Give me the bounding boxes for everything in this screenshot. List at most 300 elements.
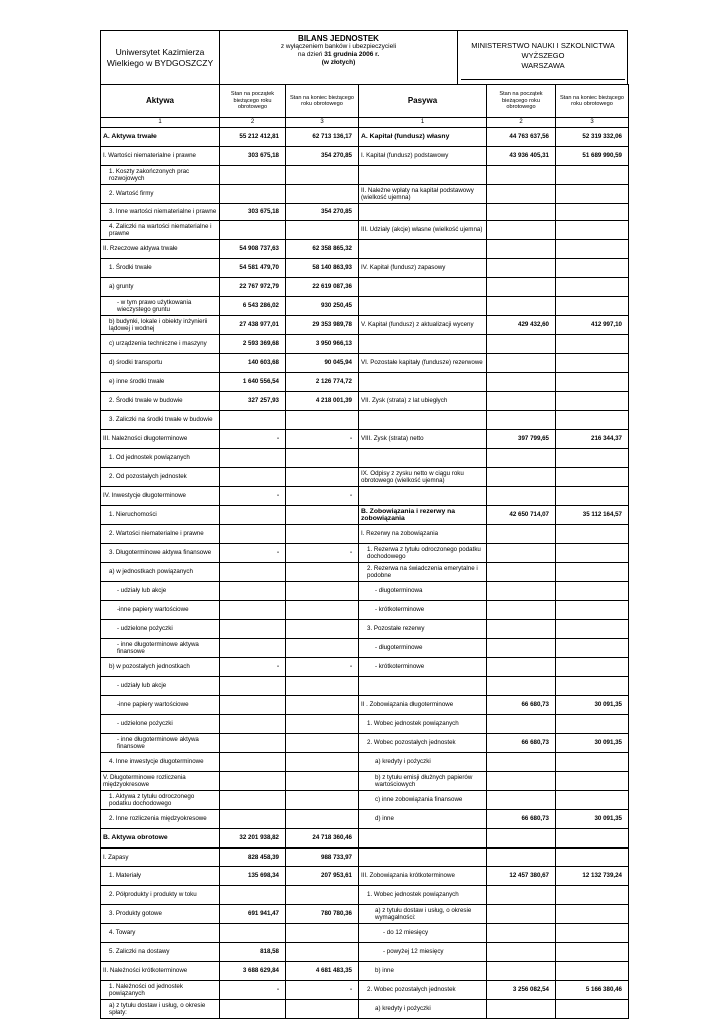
aktywa-end-value [286, 772, 359, 791]
table-row [101, 905, 629, 924]
pasywa-end-value [556, 753, 629, 772]
aktywa-label: 1. Środki trwałe [101, 259, 220, 278]
aktywa-label: IV. Inwestycje długoterminowe [101, 487, 220, 506]
aktywa-end-value: 4 681 483,35 [286, 962, 359, 981]
aktywa-end-value: - [286, 487, 359, 506]
aktywa-start-value: 135 698,34 [220, 867, 286, 886]
pasywa-end-value [556, 658, 629, 677]
aktywa-end-value: 354 270,85 [286, 204, 359, 221]
aktywa-label: a) w jednostkach powiązanych [101, 563, 220, 582]
table-row [101, 943, 629, 962]
pasywa-start-value [487, 601, 556, 620]
aktywa-label: -inne papiery wartościowe [101, 601, 220, 620]
table-row [101, 373, 629, 392]
table-row [101, 297, 629, 316]
column-index: 1 [359, 118, 487, 128]
pasywa-start-value [487, 791, 556, 810]
aktywa-start-value [220, 1000, 286, 1019]
pasywa-start-value [487, 468, 556, 487]
pasywa-label: a) kredyty i pożyczki [359, 1000, 487, 1019]
pasywa-end-value [556, 563, 629, 582]
pasywa-end-value [556, 354, 629, 373]
aktywa-label: 1. Nieruchomości [101, 506, 220, 525]
pasywa-start-value [487, 525, 556, 544]
pasywa-label: I. Rezerwy na zobowiązania [359, 525, 487, 544]
pasywa-end-value [556, 278, 629, 297]
aktywa-label: - udzielone pożyczki [101, 715, 220, 734]
aktywa-end-value [286, 468, 359, 487]
aktywa-start-value: 303 675,18 [220, 204, 286, 221]
aktywa-start-value [220, 411, 286, 430]
date-value: 31 grudnia 2006 r. [324, 51, 380, 58]
ministry-box-divider [461, 79, 625, 80]
pasywa-end-value: 5 166 380,46 [556, 981, 629, 1000]
aktywa-end-value: 62 713 136,17 [286, 128, 359, 147]
column-index: 2 [487, 118, 556, 128]
pasywa-end-value [556, 185, 629, 204]
pasywa-end-value: 52 319 332,06 [556, 128, 629, 147]
column-index-row [101, 118, 629, 128]
aktywa-label: 3. Inne wartości niematerialne i prawne [101, 204, 220, 221]
aktywa-label: 3. Produkty gotowe [101, 905, 220, 924]
pasywa-start-value [487, 848, 556, 867]
aktywa-end-value [286, 677, 359, 696]
aktywa-end-value [286, 886, 359, 905]
aktywa-start-value [220, 886, 286, 905]
aktywa-label: 3. Zaliczki na środki trwałe w budowie [101, 411, 220, 430]
pasywa-label: c) inne zobowiązania finansowe [359, 791, 487, 810]
table-row [101, 487, 629, 506]
table-row [101, 658, 629, 677]
table-row [101, 639, 629, 658]
pasywa-label [359, 487, 487, 506]
pasywa-start-value [487, 204, 556, 221]
aktywa-start-header: Stan na początek bieżącego roku obrotowego [220, 85, 286, 118]
pasywa-end-value [556, 791, 629, 810]
pasywa-label: - do 12 miesięcy [359, 924, 487, 943]
aktywa-start-value: - [220, 487, 286, 506]
aktywa-end-value: 29 353 989,78 [286, 316, 359, 335]
column-index: 3 [556, 118, 629, 128]
pasywa-start-value [487, 1000, 556, 1019]
pasywa-end-value: 12 132 739,24 [556, 867, 629, 886]
pasywa-end-value: 412 997,10 [556, 316, 629, 335]
pasywa-end-value: 30 091,35 [556, 734, 629, 753]
aktywa-end-value [286, 525, 359, 544]
pasywa-label: a) kredyty i pożyczki [359, 753, 487, 772]
pasywa-start-value: 66 680,73 [487, 696, 556, 715]
document-date [298, 51, 379, 59]
aktywa-label: 2. Środki trwałe w budowie [101, 392, 220, 411]
aktywa-label: - w tym prawo użytkowania wieczystego gruntu [101, 297, 220, 316]
aktywa-label: III. Należności długoterminowe [101, 430, 220, 449]
pasywa-end-value [556, 240, 629, 259]
ministry-line-2: WYŻSZEGO [521, 51, 565, 60]
pasywa-label [359, 411, 487, 430]
pasywa-end-value [556, 943, 629, 962]
aktywa-start-value [220, 449, 286, 468]
aktywa-label: 1. Od jednostek powiązanych [101, 449, 220, 468]
aktywa-end-value: 62 358 865,32 [286, 240, 359, 259]
table-row [101, 525, 629, 544]
aktywa-label: a) z tytułu dostaw i usług, o okresie spłaty: [101, 1000, 220, 1019]
pasywa-label: IV. Kapitał (fundusz) zapasowy [359, 259, 487, 278]
aktywa-start-value: 828 458,39 [220, 848, 286, 867]
aktywa-end-value: 988 733,97 [286, 848, 359, 867]
table-row [101, 734, 629, 753]
pasywa-start-value: 429 432,60 [487, 316, 556, 335]
aktywa-end-value: 2 126 774,72 [286, 373, 359, 392]
aktywa-end-value [286, 166, 359, 185]
pasywa-label: 2. Wobec pozostałych jednostek [359, 981, 487, 1000]
aktywa-label: 5. Zaliczki na dostawy [101, 943, 220, 962]
aktywa-end-value: 3 950 966,13 [286, 335, 359, 354]
aktywa-start-value [220, 734, 286, 753]
table-row [101, 601, 629, 620]
aktywa-label: 3. Długoterminowe aktywa finansowe [101, 544, 220, 563]
pasywa-end-value [556, 544, 629, 563]
pasywa-start-value: 42 650 714,07 [487, 506, 556, 525]
aktywa-start-value: 54 581 479,70 [220, 259, 286, 278]
aktywa-label: - udziały lub akcje [101, 677, 220, 696]
aktywa-label: I. Wartości niematerialne i prawne [101, 147, 220, 166]
aktywa-label: - udzielone pożyczki [101, 620, 220, 639]
table-row [101, 468, 629, 487]
aktywa-end-value: 22 619 087,36 [286, 278, 359, 297]
pasywa-end-value [556, 677, 629, 696]
pasywa-start-value [487, 221, 556, 240]
aktywa-end-value [286, 506, 359, 525]
pasywa-end-value [556, 259, 629, 278]
table-row [101, 240, 629, 259]
pasywa-end-value: 51 689 990,59 [556, 147, 629, 166]
aktywa-start-value [220, 185, 286, 204]
pasywa-end-value [556, 639, 629, 658]
aktywa-end-value [286, 753, 359, 772]
aktywa-start-value [220, 525, 286, 544]
aktywa-label: - inne długoterminowe aktywa finansowe [101, 639, 220, 658]
aktywa-end-value: 354 270,85 [286, 147, 359, 166]
aktywa-label: b) w pozostałych jednostkach [101, 658, 220, 677]
aktywa-label: 2. Wartości niematerialne i prawne [101, 525, 220, 544]
table-row [101, 886, 629, 905]
pasywa-start-value [487, 240, 556, 259]
aktywa-start-value: - [220, 658, 286, 677]
pasywa-end-value: 216 344,37 [556, 430, 629, 449]
aktywa-end-value [286, 620, 359, 639]
aktywa-label: 2. Inne rozliczenia międzyokresowe [101, 810, 220, 829]
pasywa-label [359, 166, 487, 185]
table-row [101, 848, 629, 867]
aktywa-end-value [286, 411, 359, 430]
aktywa-start-value: 3 688 629,84 [220, 962, 286, 981]
pasywa-label: VI. Pozostałe kapitały (fundusze) rezerwowe [359, 354, 487, 373]
pasywa-label: b) z tytułu emisji dłużnych papierów wartościowych [359, 772, 487, 791]
aktywa-start-value: 22 767 972,79 [220, 278, 286, 297]
pasywa-label [359, 677, 487, 696]
pasywa-start-value [487, 620, 556, 639]
pasywa-label: II. Należne wpłaty na kapitał podstawowy (wielkość ujemna) [359, 185, 487, 204]
table-row [101, 981, 629, 1000]
pasywa-start-value [487, 354, 556, 373]
pasywa-label: - długoterminowe [359, 639, 487, 658]
pasywa-label [359, 240, 487, 259]
aktywa-label: II. Rzeczowe aktywa trwałe [101, 240, 220, 259]
pasywa-end-value [556, 829, 629, 848]
pasywa-start-value [487, 166, 556, 185]
aktywa-label: c) urządzenia techniczne i maszyny [101, 335, 220, 354]
table-row [101, 221, 629, 240]
table-row [101, 411, 629, 430]
pasywa-label: - długoterminowa [359, 582, 487, 601]
pasywa-end-value [556, 905, 629, 924]
aktywa-end-value [286, 1000, 359, 1019]
currency-unit: (w złotych) [321, 59, 356, 66]
table-row [101, 147, 629, 166]
pasywa-label: V. Kapitał (fundusz) z aktualizacji wyceny [359, 316, 487, 335]
table-row [101, 185, 629, 204]
aktywa-start-value: 6 543 286,02 [220, 297, 286, 316]
aktywa-end-value: 780 780,36 [286, 905, 359, 924]
pasywa-label: VIII. Zysk (strata) netto [359, 430, 487, 449]
pasywa-end-header: Stan na koniec bieżącego roku obrotowego [556, 85, 629, 118]
date-prefix: na dzień [297, 51, 325, 58]
pasywa-end-value [556, 221, 629, 240]
aktywa-end-value [286, 943, 359, 962]
aktywa-start-value [220, 772, 286, 791]
pasywa-start-value [487, 544, 556, 563]
pasywa-end-value [556, 373, 629, 392]
pasywa-end-value [556, 715, 629, 734]
pasywa-start-value [487, 924, 556, 943]
pasywa-label [359, 829, 487, 848]
pasywa-label [359, 278, 487, 297]
aktywa-label: 1. Koszty zakończonych prac rozwojowych [101, 166, 220, 185]
aktywa-label: a) grunty [101, 278, 220, 297]
aktywa-start-value [220, 810, 286, 829]
aktywa-start-value [220, 582, 286, 601]
aktywa-label: II. Należności krótkoterminowe [101, 962, 220, 981]
pasywa-start-value: 3 256 082,54 [487, 981, 556, 1000]
aktywa-start-value [220, 620, 286, 639]
pasywa-end-value [556, 848, 629, 867]
aktywa-end-value [286, 639, 359, 658]
ministry-line-1: MINISTERSTWO NAUKI I SZKOLNICTWA [471, 41, 615, 50]
aktywa-start-value [220, 601, 286, 620]
pasywa-start-value: 44 763 637,56 [487, 128, 556, 147]
pasywa-label: b) inne [359, 962, 487, 981]
pasywa-start-value: 397 799,65 [487, 430, 556, 449]
pasywa-start-value [487, 582, 556, 601]
pasywa-label [359, 373, 487, 392]
pasywa-start-value [487, 278, 556, 297]
aktywa-start-value: 140 603,68 [220, 354, 286, 373]
university-name [101, 31, 220, 84]
aktywa-end-value: - [286, 981, 359, 1000]
pasywa-end-value [556, 525, 629, 544]
aktywa-end-header: Stan na koniec bieżącego roku obrotowego [286, 85, 359, 118]
pasywa-label: 3. Pozostałe rezerwy [359, 620, 487, 639]
pasywa-start-value [487, 829, 556, 848]
table-row [101, 715, 629, 734]
ministry-line-3: WARSZAWA [521, 61, 565, 70]
aktywa-end-value [286, 791, 359, 810]
pasywa-end-value [556, 487, 629, 506]
pasywa-label: A. Kapitał (fundusz) własny [359, 128, 487, 147]
aktywa-start-value: 327 257,93 [220, 392, 286, 411]
pasywa-label [359, 204, 487, 221]
aktywa-end-value: 207 953,61 [286, 867, 359, 886]
pasywa-end-value: 30 091,35 [556, 696, 629, 715]
aktywa-end-value [286, 221, 359, 240]
pasywa-end-value: 35 112 164,57 [556, 506, 629, 525]
aktywa-end-value [286, 715, 359, 734]
table-row [101, 791, 629, 810]
aktywa-label: 2. Od pozostałych jednostek [101, 468, 220, 487]
pasywa-end-value [556, 962, 629, 981]
pasywa-end-value: 30 091,35 [556, 810, 629, 829]
pasywa-end-value [556, 392, 629, 411]
aktywa-end-value: 24 718 360,46 [286, 829, 359, 848]
aktywa-label: b) budynki, lokale i obiekty inżynierii lądowej i wodnej [101, 316, 220, 335]
aktywa-label: 4. Towary [101, 924, 220, 943]
table-row [101, 620, 629, 639]
aktywa-start-value [220, 506, 286, 525]
table-row [101, 166, 629, 185]
pasywa-label: - krótkoterminowe [359, 601, 487, 620]
aktywa-start-value [220, 563, 286, 582]
table-row [101, 204, 629, 221]
column-index: 1 [101, 118, 220, 128]
aktywa-end-value: 90 045,94 [286, 354, 359, 373]
pasywa-start-value [487, 185, 556, 204]
document-subtitle: z wyłączeniem banków i ubezpieczycieli [280, 43, 397, 50]
aktywa-end-value [286, 449, 359, 468]
pasywa-end-value [556, 449, 629, 468]
pasywa-start-value: 43 936 405,31 [487, 147, 556, 166]
pasywa-label: d) inne [359, 810, 487, 829]
pasywa-label [359, 848, 487, 867]
pasywa-label: 1. Rezerwa z tytułu odroczonego podatku dochodowego [359, 544, 487, 563]
aktywa-label: 4. Zaliczki na wartości niematerialne i prawne [101, 221, 220, 240]
pasywa-label: 1. Wobec jednostek powiązanych [359, 715, 487, 734]
aktywa-end-value: - [286, 430, 359, 449]
table-row [101, 753, 629, 772]
pasywa-start-value [487, 886, 556, 905]
pasywa-label: a) z tytułu dostaw i usług, o okresie wymagalności: [359, 905, 487, 924]
aktywa-start-value: - [220, 544, 286, 563]
aktywa-label: V. Długoterminowe rozliczenia międzyokresowe [101, 772, 220, 791]
column-index: 2 [220, 118, 286, 128]
pasywa-start-value [487, 297, 556, 316]
pasywa-start-value [487, 259, 556, 278]
university-line-2: Wielkiego w BYDGOSZCZY [106, 57, 214, 68]
aktywa-label: 4. Inne inwestycje długoterminowe [101, 753, 220, 772]
table-row [101, 316, 629, 335]
pasywa-label: 2. Wobec pozostałych jednostek [359, 734, 487, 753]
pasywa-start-value [487, 715, 556, 734]
pasywa-end-value [556, 335, 629, 354]
pasywa-start-header: Stan na początek bieżącego roku obrotowego [487, 85, 556, 118]
pasywa-end-value [556, 297, 629, 316]
table-row [101, 677, 629, 696]
aktywa-end-value: - [286, 658, 359, 677]
aktywa-label: -inne papiery wartościowe [101, 696, 220, 715]
balance-table [100, 84, 629, 1019]
aktywa-label: e) inne środki trwałe [101, 373, 220, 392]
aktywa-end-value: 58 140 863,93 [286, 259, 359, 278]
table-row [101, 563, 629, 582]
pasywa-label: B. Zobowiązania i rezerwy na zobowiązania [359, 506, 487, 525]
pasywa-start-value: 66 680,73 [487, 734, 556, 753]
aktywa-start-value [220, 221, 286, 240]
aktywa-start-value [220, 791, 286, 810]
aktywa-start-value: 54 908 737,63 [220, 240, 286, 259]
pasywa-end-value [556, 886, 629, 905]
ministry-name [459, 31, 627, 84]
pasywa-end-value [556, 204, 629, 221]
university-line-1: Uniwersytet Kazimierza [115, 46, 205, 57]
pasywa-label: II . Zobowiązania długoterminowe [359, 696, 487, 715]
aktywa-start-value [220, 924, 286, 943]
column-header-row [101, 85, 629, 118]
aktywa-label: 1. Aktywa z tytułu odroczonego podatku dochodowego [101, 791, 220, 810]
table-row [101, 335, 629, 354]
aktywa-start-value: 691 941,47 [220, 905, 286, 924]
pasywa-label [359, 297, 487, 316]
table-row [101, 810, 629, 829]
pasywa-end-value [556, 772, 629, 791]
pasywa-label [359, 449, 487, 468]
pasywa-label: III. Udziały (akcje) własne (wielkość ujemna) [359, 221, 487, 240]
pasywa-start-value [487, 563, 556, 582]
pasywa-label: I. Kapitał (fundusz) podstawowy [359, 147, 487, 166]
table-row [101, 696, 629, 715]
aktywa-end-value [286, 734, 359, 753]
table-row [101, 924, 629, 943]
table-row [101, 544, 629, 563]
aktywa-start-value: 818,58 [220, 943, 286, 962]
aktywa-start-value: 303 675,18 [220, 147, 286, 166]
pasywa-start-value: 66 680,73 [487, 810, 556, 829]
aktywa-end-value [286, 601, 359, 620]
pasywa-end-value [556, 166, 629, 185]
pasywa-start-value [487, 772, 556, 791]
document-header [100, 30, 628, 84]
aktywa-end-value: 4 218 001,39 [286, 392, 359, 411]
pasywa-label: IX. Odpisy z zysku netto w ciągu roku obrotowego (wielkość ujemna) [359, 468, 487, 487]
pasywa-end-value [556, 411, 629, 430]
aktywa-label: 1. Materiały [101, 867, 220, 886]
aktywa-label: I. Zapasy [101, 848, 220, 867]
pasywa-start-value: 12 457 380,67 [487, 867, 556, 886]
pasywa-end-value [556, 924, 629, 943]
table-row [101, 278, 629, 297]
aktywa-end-value [286, 924, 359, 943]
aktywa-start-value [220, 753, 286, 772]
table-row [101, 506, 629, 525]
table-row [101, 430, 629, 449]
aktywa-end-value: 930 250,45 [286, 297, 359, 316]
balance-sheet [100, 30, 628, 1019]
aktywa-start-value: 1 640 556,54 [220, 373, 286, 392]
pasywa-end-value [556, 601, 629, 620]
aktywa-start-value: - [220, 430, 286, 449]
aktywa-start-value [220, 468, 286, 487]
table-row [101, 962, 629, 981]
table-row [101, 392, 629, 411]
pasywa-label: 1. Wobec jednostek powiązanych [359, 886, 487, 905]
